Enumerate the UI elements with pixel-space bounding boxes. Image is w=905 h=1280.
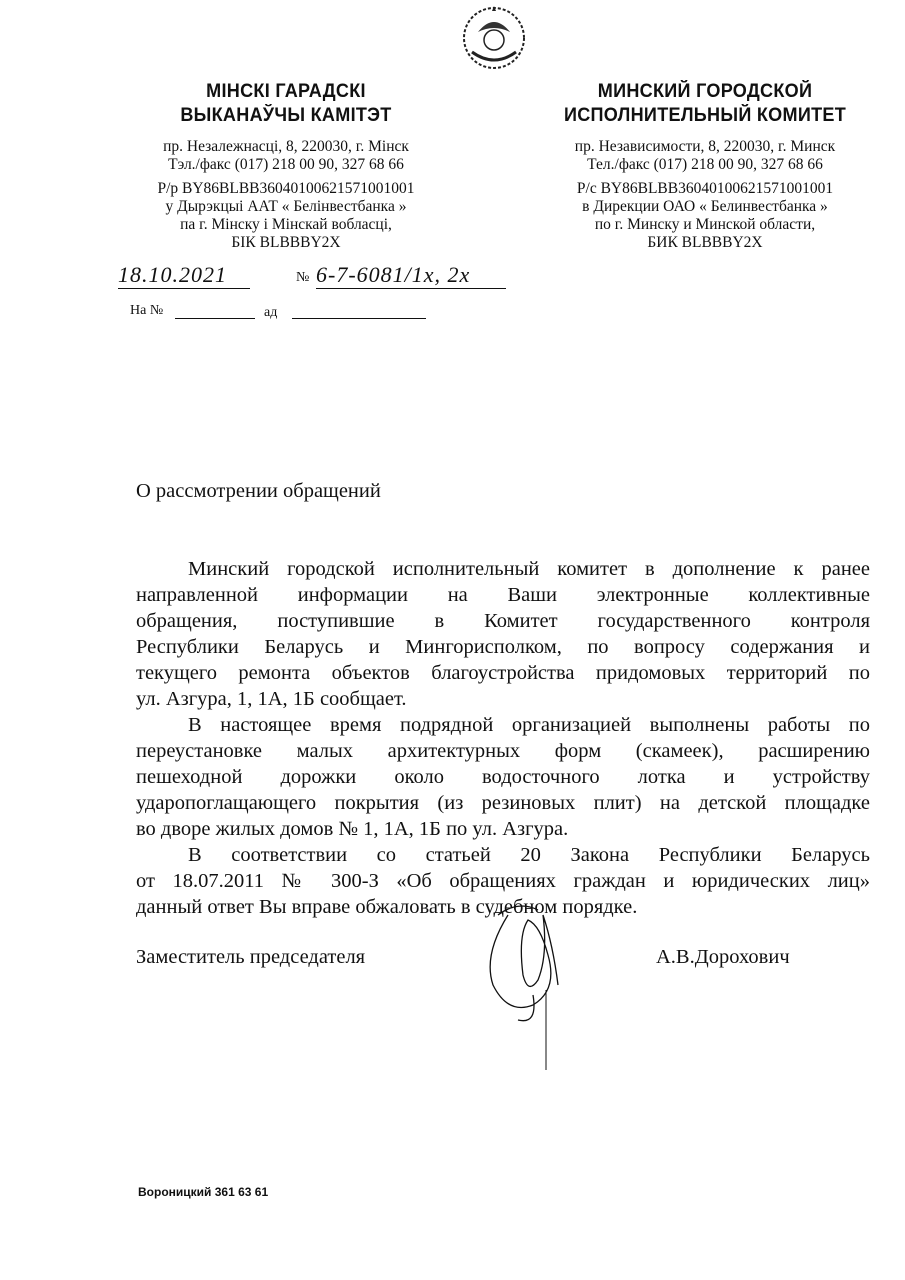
body-line: пешеходной дорожки около водосточного лотка и устройству (136, 766, 870, 788)
body-line: текущего ремонта объектов благоустройства придомовых территорий по (136, 662, 870, 684)
bank-line: в Дирекции ОАО « Белинвестбанка » (582, 198, 828, 215)
outgoing-date: 18.10.2021 (118, 262, 250, 289)
org-name-line: МИНСКИЙ ГОРОДСКОЙ (597, 81, 813, 102)
org-name-line: ВЫКАНАЎЧЫ КАМІТЭТ (180, 105, 392, 126)
bank-line: Р/с BY86BLBB36040100621571001001 (576, 180, 834, 197)
reference-label: На № (130, 303, 164, 318)
body-line: ул. Азгура, 1, 1А, 1Б сообщает. (136, 688, 407, 710)
reference-from-label: ад (264, 305, 278, 320)
phone-line: Тел./факс (017) 218 00 90, 327 68 66 (587, 156, 823, 173)
outgoing-number: 6-7-6081/1х, 2х (316, 262, 506, 289)
phone-line: Тэл./факс (017) 218 00 90, 327 68 66 (168, 156, 404, 173)
bank-line: Р/р BY86BLBB36040100621571001001 (157, 180, 415, 197)
reference-date-blank (292, 303, 426, 319)
handwritten-signature (478, 895, 588, 1075)
body-line: направленной информации на Ваши электронные коллективные (136, 584, 870, 606)
paragraph (136, 556, 870, 712)
address-line: пр. Незалежнасці, 8, 220030, г. Мінск (163, 138, 409, 155)
bank-line: у Дырэкцыі ААТ « Белінвестбанка » (165, 198, 407, 215)
letter-body (136, 556, 870, 920)
body-line: В настоящее время подрядной организацией выполнены работы по (188, 714, 870, 736)
body-line: данный ответ Вы вправе обжаловать в судебном порядке. (136, 896, 638, 918)
org-name-line: МІНСКІ ГАРАДСКІ (206, 81, 366, 102)
body-line: во дворе жилых домов № 1, 1А, 1Б по ул. Азгура. (136, 818, 569, 840)
header-left-belarusian (116, 80, 456, 252)
paragraph (136, 712, 870, 842)
bank-line: БІК BLBBBY2X (231, 234, 341, 251)
body-line: от 18.07.2011 № 300-З «Об обращениях граждан и юридических лиц» (136, 870, 870, 892)
bank-line: БИК BLBBBY2X (647, 234, 763, 251)
number-sign: № (296, 270, 310, 285)
bank-line: па г. Мінску і Мінскай вобласці, (180, 216, 392, 233)
body-line: Минский городской исполнительный комитет в дополнение к ранее (188, 558, 870, 580)
body-line: Республики Беларусь и Мингорисполком, по вопросу содержания и (136, 636, 870, 658)
executor-contact: Вороницкий 361 63 61 (138, 1185, 269, 1199)
body-line: В соответствии со статьей 20 Закона Республики Беларусь (188, 844, 870, 866)
address-line: пр. Независимости, 8, 220030, г. Минск (574, 138, 836, 155)
signatory-name: А.В.Дорохович (656, 946, 790, 968)
subject-line: О рассмотрении обращений (136, 480, 381, 502)
body-line: ударопоглащающего покрытия (из резиновых плит) на детской площадке (136, 792, 870, 814)
reference-number-blank (175, 303, 255, 319)
header-right-russian (535, 80, 875, 252)
signatory-position: Заместитель председателя (136, 946, 366, 968)
bank-line: по г. Минску и Минской области, (594, 216, 816, 233)
body-line: обращения, поступившие в Комитет государственного контроля (136, 610, 870, 632)
state-emblem (458, 2, 530, 70)
body-line: переустановке малых архитектурных форм (скамеек), расширению (136, 740, 870, 762)
org-name-line: ИСПОЛНИТЕЛЬНЫЙ КОМИТЕТ (563, 105, 847, 126)
